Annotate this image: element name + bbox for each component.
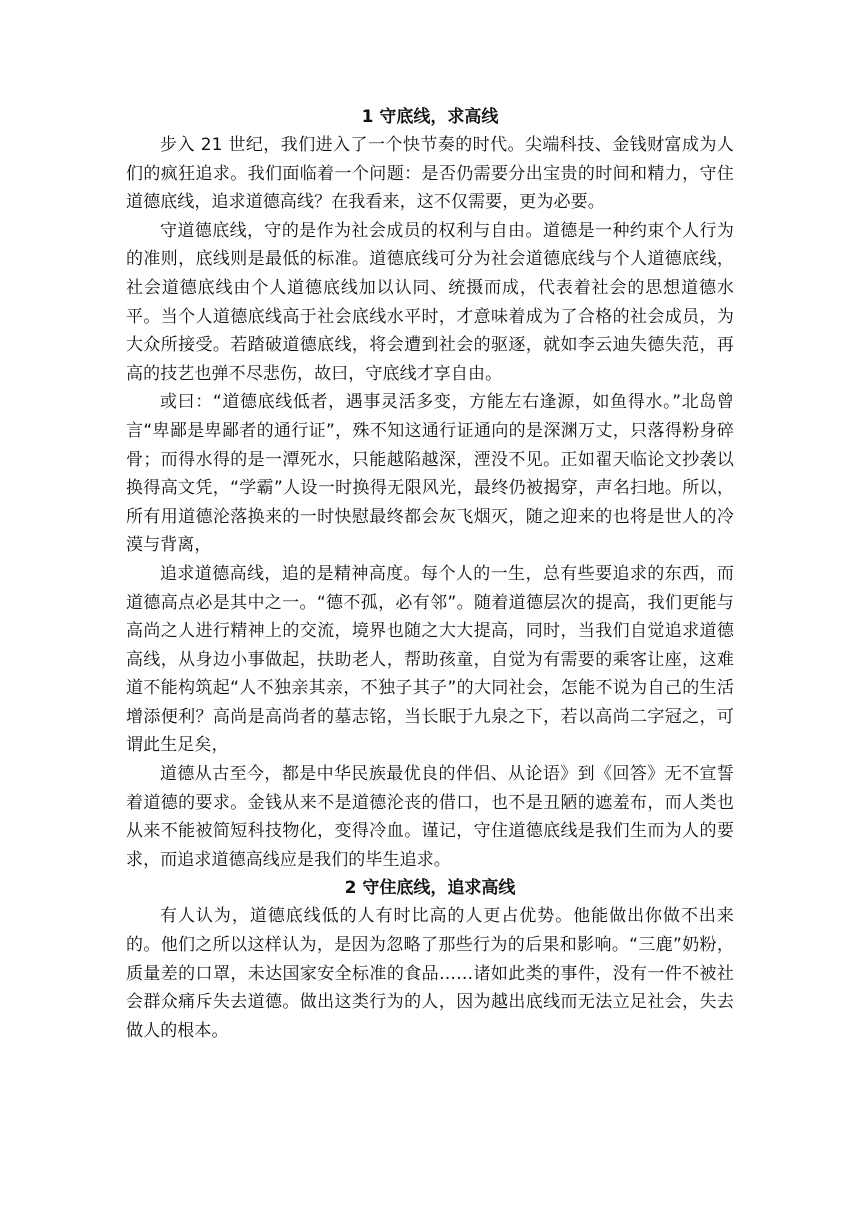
essay-section-1	[126, 105, 734, 874]
paragraph: 步入 21 世纪，我们进入了一个快节奏的时代。尖端科技、金钱财富成为人们的疯狂追求。我们面临着一个问题：是否仍需要分出宝贵的时间和精力，守住道德底线，追求道德高线？在我看来，这不仅需要，更为必要。	[126, 135, 734, 213]
paragraph: 守道德底线，守的是作为社会成员的权利与自由。道德是一种约束个人行为的准则，底线则是最低的标准。道德底线可分为社会道德底线与个人道德底线，社会道德底线由个人道德底线加以认同、统摄而成，代表着社会的思想道德水平。当个人道德底线高于社会底线水平时，才意味着成为了合格的社会成员，为大众所接受。若踏破道德底线，将会遭到社会的驱逐，就如李云迪失德失范，再高的技艺也弹不尽悲伤，故曰，守底线才享自由。	[126, 220, 734, 384]
paragraph: 或曰：“道德底线低者，遇事灵活多变，方能左右逢源，如鱼得水。”北岛曾言“卑鄙是卑鄙者的通行证”，殊不知这通行证通向的是深渊万丈，只落得粉身碎骨；而得水得的是一潭死水，只能越陷越深，湮没不见。正如翟天临论文抄袭以换得高文凭，“学霸”人设一时换得无限风光，最终仍被揭穿，声名扫地。所以，所有用道德沦落换来的一时快慰最终都会灰飞烟灭，随之迎来的也将是世人的冷漠与背离，	[126, 392, 734, 556]
section-title: 2 守住底线，追求高线	[344, 878, 516, 899]
paragraph: 道德从古至今，都是中华民族最优良的伴侣、从论语》到《回答》无不宣誓着道德的要求。金钱从来不是道德沦丧的借口，也不是丑陋的遮羞布，而人类也从来不能被简短科技物化，变得冷血。谨记，守住道德底线是我们生而为人的要求，而追求道德高线应是我们的毕生追求。	[126, 764, 734, 870]
section-title: 1 守底线，求高线	[361, 107, 499, 127]
paragraph: 追求道德高线，追的是精神高度。每个人的一生，总有些要追求的东西，而道德高点必是其中之一。“德不孤，必有邻”。随着道德层次的提高，我们更能与高尚之人进行精神上的交流，境界也随之大大提高，同时，当我们自觉追求道德高线，从身边小事做起，扶助老人，帮助孩童，自觉为有需要的乘客让座，这难道不能构筑起“人不独亲其亲，不独子其子”的大同社会，怎能不说为自己的生活增添便利？高尚是高尚者的墓志铭，当长眠于九泉之下，若以高尚二字冠之，可谓此生足矣，	[126, 563, 734, 756]
essay-section-2	[126, 876, 734, 1045]
paragraph: 有人认为，道德底线低的人有时比高的人更占优势。他能做出你做不出来的。他们之所以这样认为，是因为忽略了那些行为的后果和影响。“三鹿”奶粉，质量差的口罩，未达国家安全标准的食品……诸如此类的事件，没有一件不被社会群众痛斥失去道德。做出这类行为的人，因为越出底线而无法立足社会，失去做人的根本。	[126, 906, 734, 1041]
document-page	[126, 105, 734, 1045]
